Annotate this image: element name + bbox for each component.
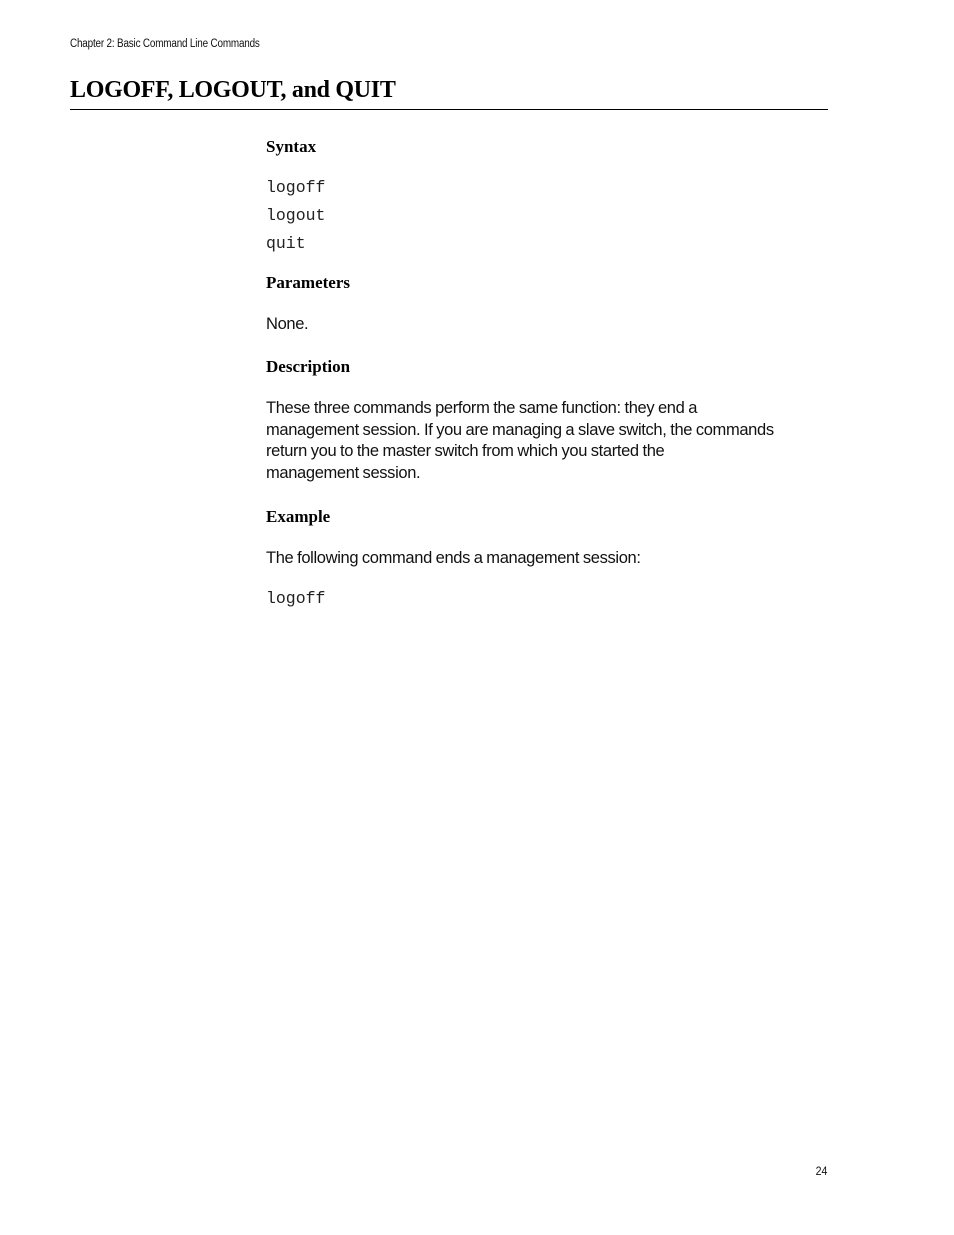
example-text: The following command ends a management session:: [266, 549, 641, 567]
page-number: 24: [815, 1164, 827, 1178]
syntax-command-logoff: logoff: [266, 178, 326, 197]
description-line: return you to the master switch from which you started the: [266, 442, 665, 461]
parameters-text: None.: [266, 315, 309, 333]
page-title: LOGOFF, LOGOUT, and QUIT: [70, 77, 396, 103]
description-line: management session.: [266, 464, 421, 483]
syntax-command-quit: quit: [266, 234, 306, 253]
parameters-heading: Parameters: [266, 273, 351, 292]
description-paragraph: [266, 398, 832, 485]
example-heading: Example: [266, 507, 331, 526]
syntax-command-logout: logout: [266, 206, 326, 225]
syntax-heading: Syntax: [266, 137, 317, 156]
description-heading: Description: [266, 357, 351, 376]
description-line: management session. If you are managing a slave switch, the commands: [266, 420, 774, 439]
title-divider: [70, 109, 828, 110]
description-line: These three commands perform the same function: they end a: [266, 399, 698, 417]
example-command: logoff: [266, 589, 326, 608]
running-header: Chapter 2: Basic Command Line Commands: [70, 38, 260, 50]
